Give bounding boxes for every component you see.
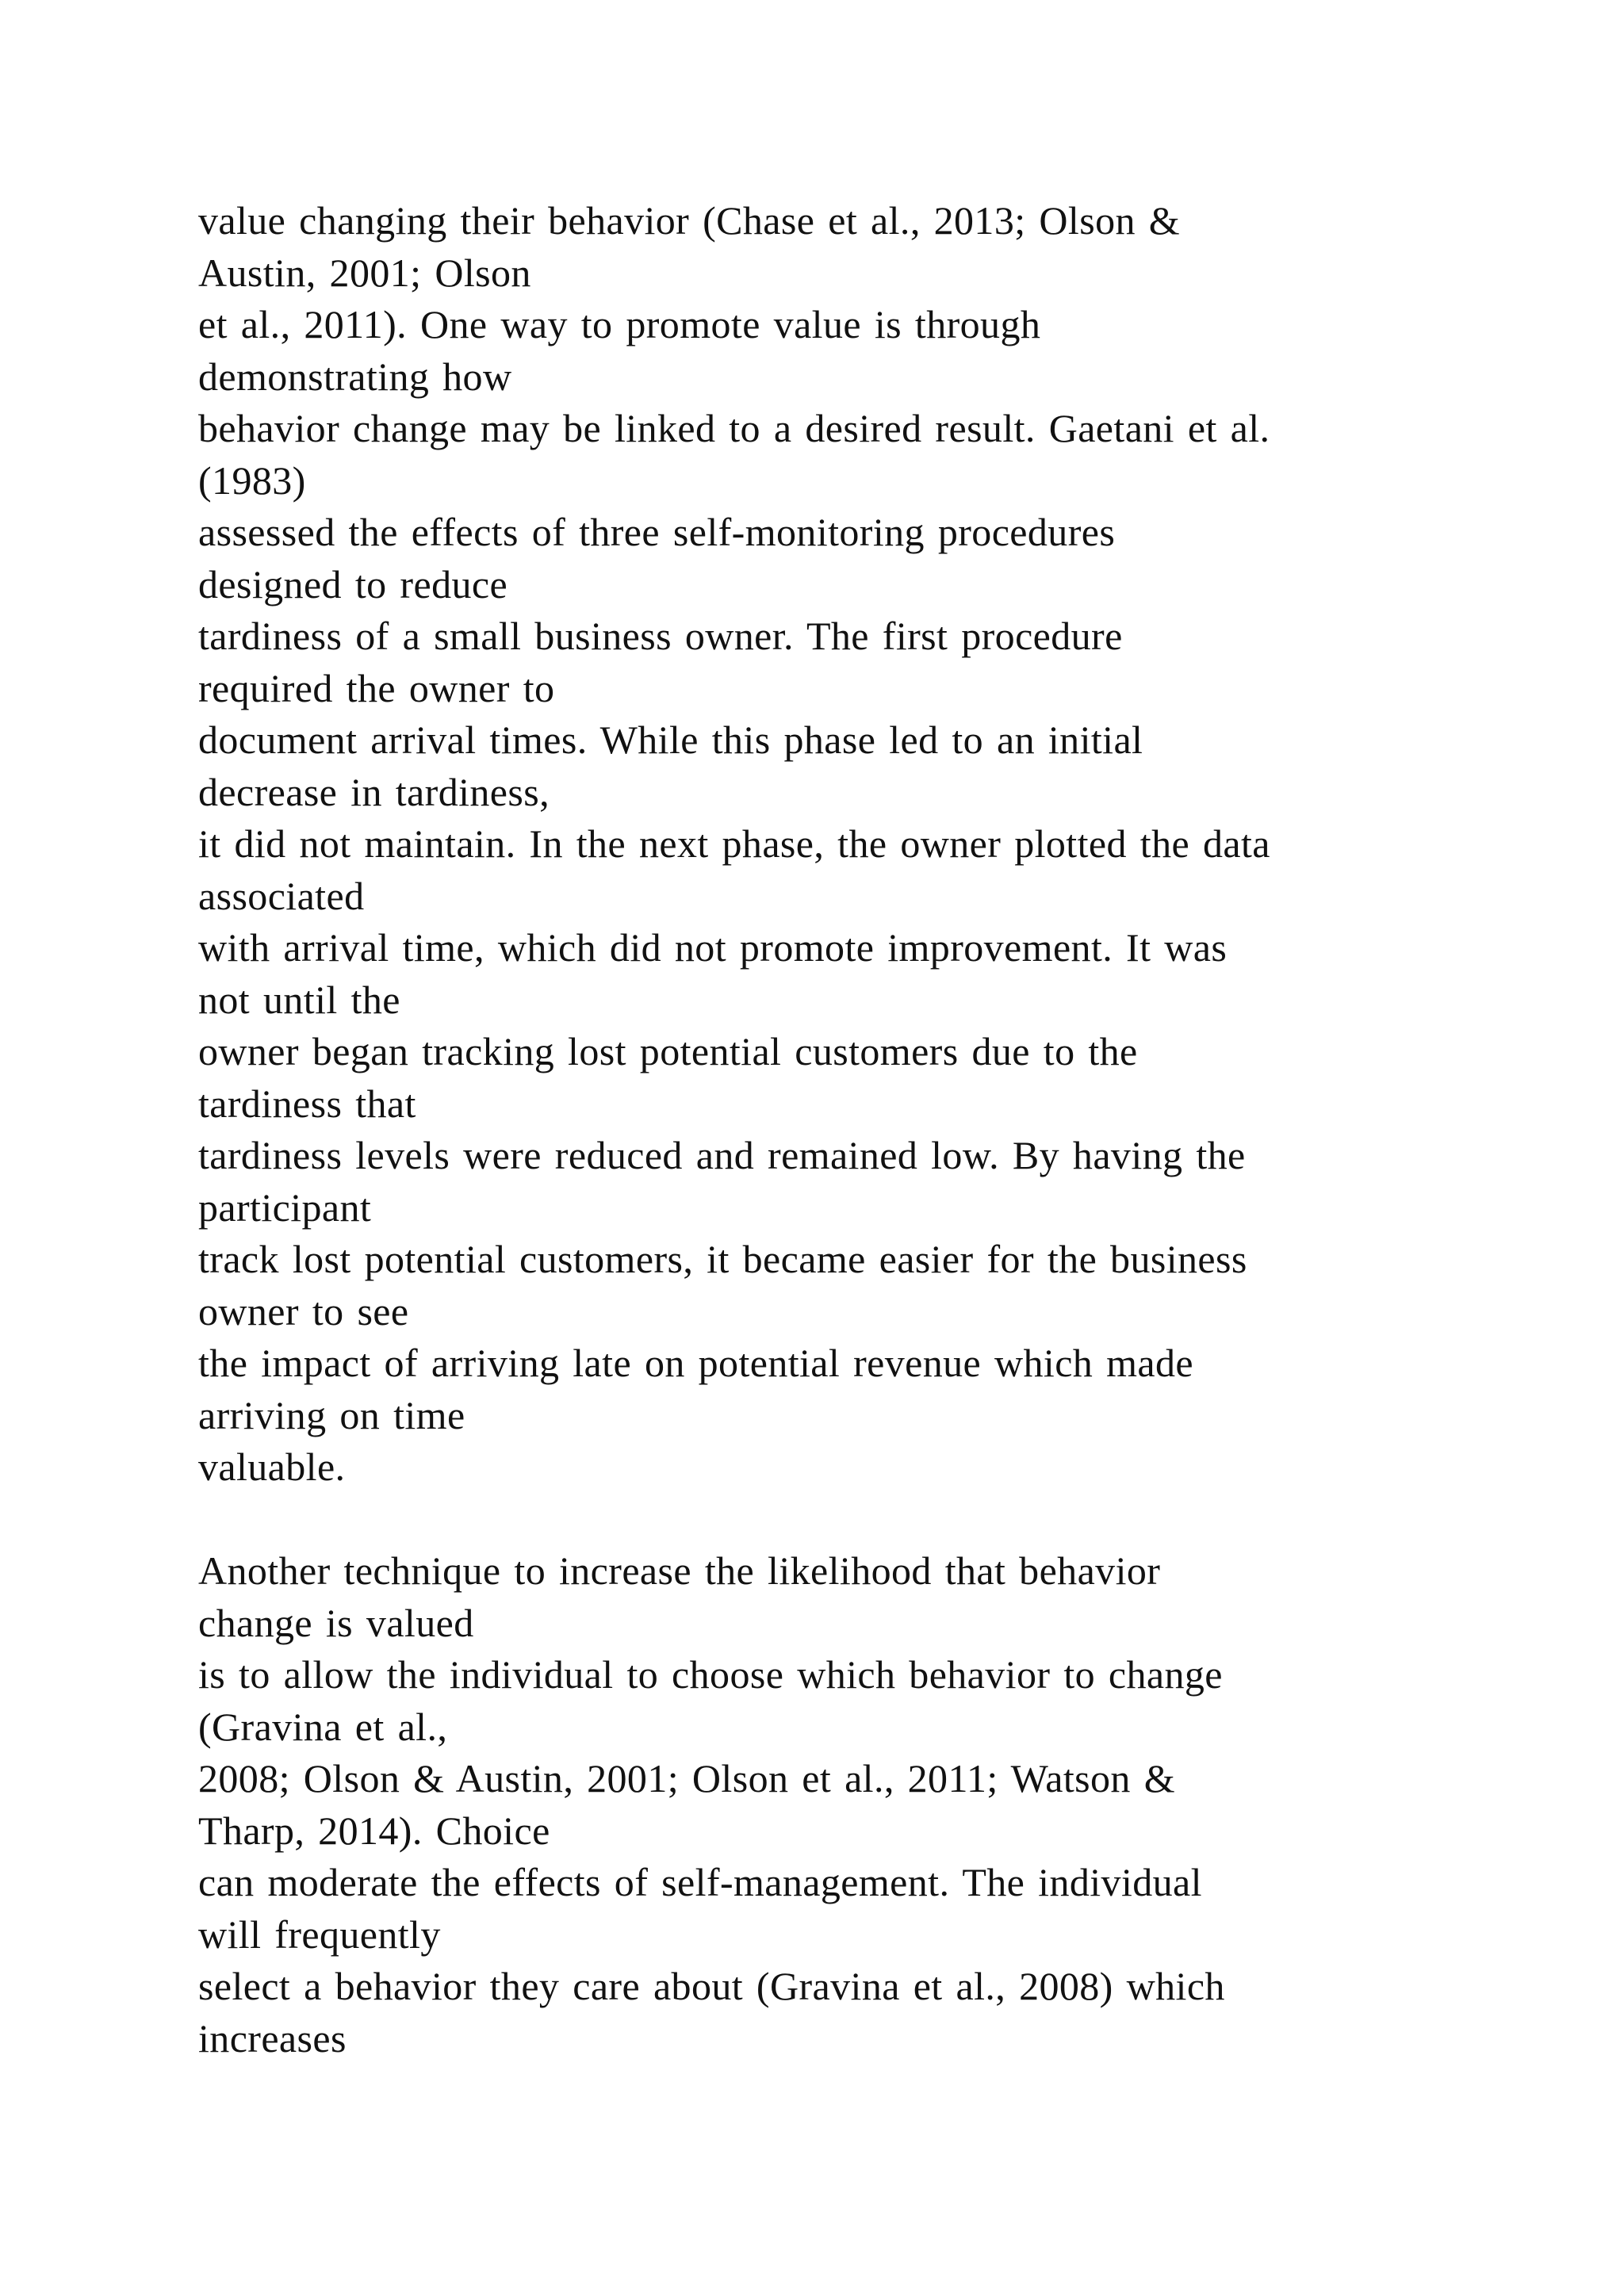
text-line: (1983): [198, 457, 306, 503]
text-line: designed to reduce: [198, 561, 508, 607]
text-line: arriving on time: [198, 1392, 465, 1437]
text-line: 2008; Olson & Austin, 2001; Olson et al., 2011; Watson &: [198, 1756, 1176, 1800]
text-line: behavior change may be linked to a desired result. Gaetani et al.: [198, 406, 1270, 450]
paragraph-gap: [198, 1494, 1546, 1546]
text-line: Austin, 2001; Olson: [198, 250, 531, 295]
text-line: the impact of arriving late on potential revenue which made: [198, 1341, 1193, 1385]
text-line: (Gravina et al.,: [198, 1704, 448, 1749]
text-line: assessed the effects of three self-monitoring procedures: [198, 510, 1116, 554]
text-line: change is valued: [198, 1600, 474, 1645]
text-line: increases: [198, 2015, 347, 2061]
text-line: select a behavior they care about (Gravina et al., 2008) which: [198, 1964, 1225, 2008]
text-line: track lost potential customers, it became easier for the business: [198, 1237, 1247, 1281]
text-line: tardiness levels were reduced and remained low. By having the: [198, 1133, 1246, 1177]
text-line: tardiness of a small business owner. The first procedure: [198, 614, 1123, 658]
document-body: [198, 195, 1546, 2064]
text-line: will frequently: [198, 1911, 441, 1957]
text-line: with arrival time, which did not promote improvement. It was: [198, 925, 1228, 970]
text-line: required the owner to: [198, 665, 555, 710]
paragraph-2: [198, 1545, 1546, 2064]
text-line: can moderate the effects of self-management. The individual: [198, 1860, 1202, 1904]
text-line: owner began tracking lost potential customers due to the: [198, 1029, 1138, 1073]
text-line: participant: [198, 1184, 372, 1230]
text-line: not until the: [198, 977, 400, 1022]
paragraph-1: [198, 195, 1546, 1494]
text-line: tardiness that: [198, 1081, 416, 1126]
text-line: Tharp, 2014). Choice: [198, 1808, 550, 1853]
text-line: Another technique to increase the likelihood that behavior: [198, 1548, 1161, 1593]
text-line: demonstrating how: [198, 354, 512, 399]
text-line: document arrival times. While this phase led to an initial: [198, 718, 1143, 762]
text-line: et al., 2011). One way to promote value is through: [198, 302, 1041, 346]
text-line: associated: [198, 873, 365, 918]
text-line: owner to see: [198, 1288, 409, 1334]
text-line: value changing their behavior (Chase et al., 2013; Olson &: [198, 198, 1181, 243]
text-line: is to allow the individual to choose which behavior to change: [198, 1652, 1223, 1697]
text-line: it did not maintain. In the next phase, the owner plotted the data: [198, 821, 1270, 866]
text-line: valuable.: [198, 1445, 346, 1489]
text-line: decrease in tardiness,: [198, 769, 550, 814]
